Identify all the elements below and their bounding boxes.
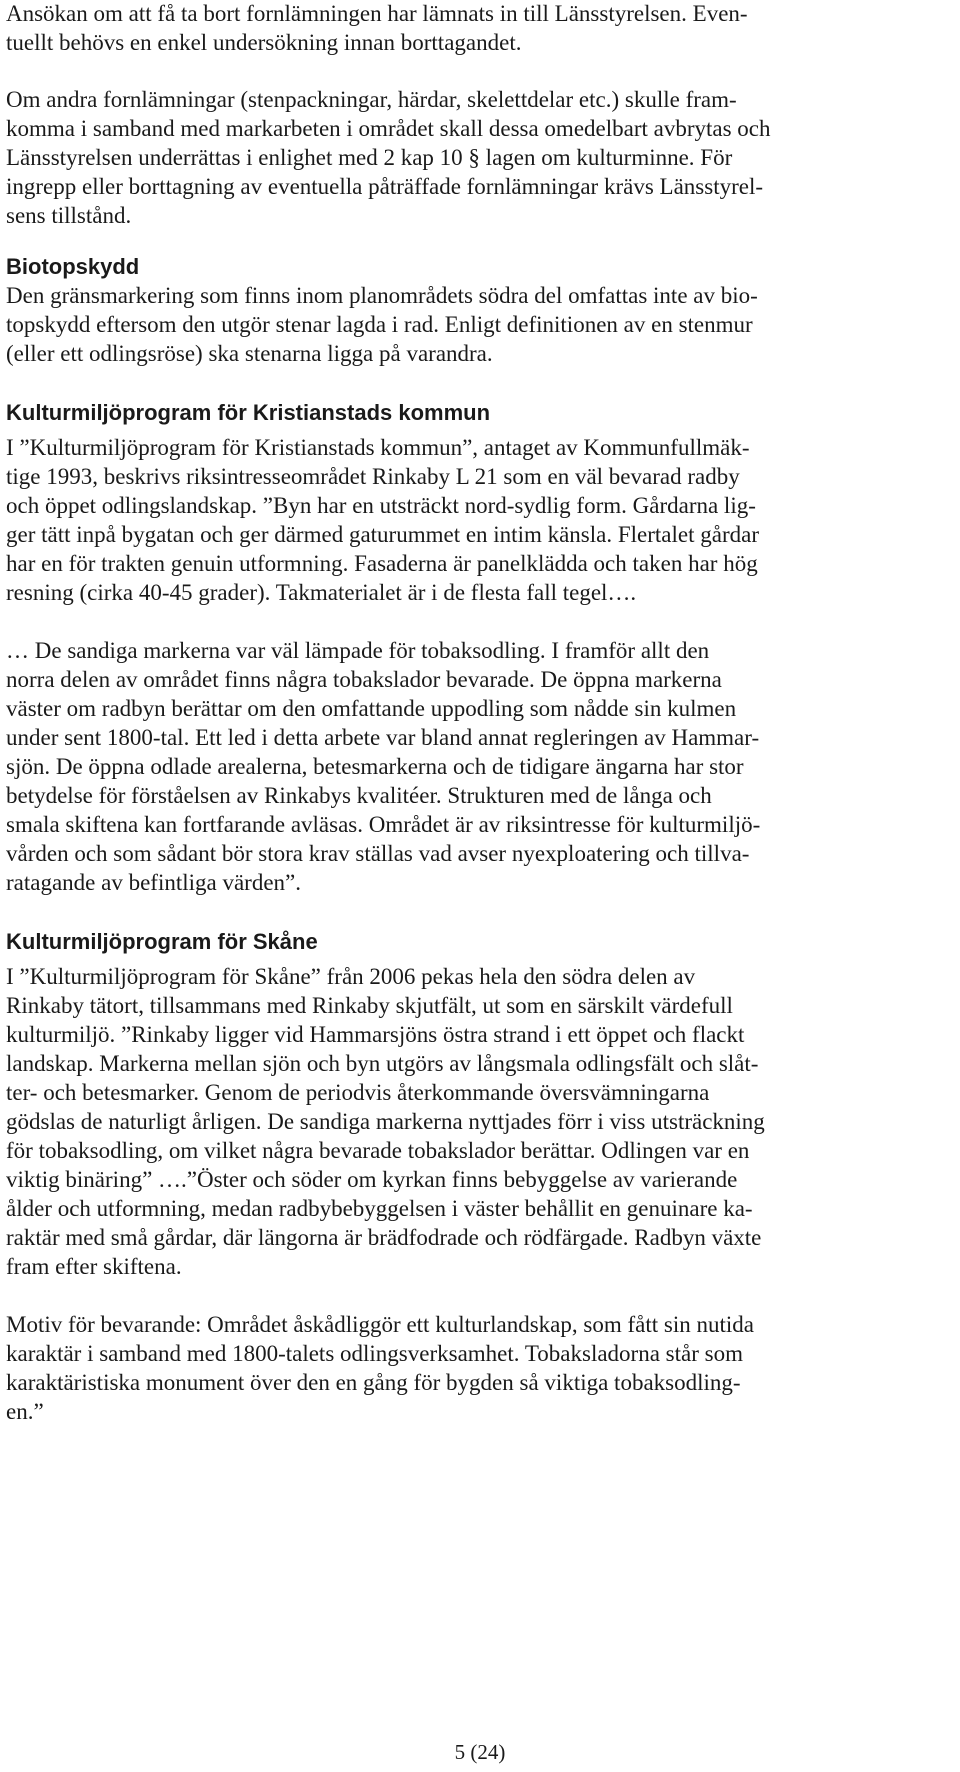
text-line: topskydd eftersom den utgör stenar lagda i rad. Enligt definitionen av en stenmur <box>6 312 753 337</box>
text-line: smala skiftena kan fortfarande avläsas. Området är av riksintresse för kulturmiljö- <box>6 812 761 837</box>
page-number: 5 (24) <box>454 1740 506 1764</box>
text-line: karaktär i samband med 1800-talets odlingsverksamhet. Tobaksladorna står som <box>6 1341 743 1366</box>
text-line: tuellt behövs en enkel undersökning innan borttagandet. <box>6 30 522 55</box>
text-line: komma i samband med markarbeten i området skall dessa omedelbart avbrytas och <box>6 116 771 141</box>
text-line: och öppet odlingslandskap. ”Byn har en utsträckt nord-sydlig form. Gårdarna lig- <box>6 493 756 518</box>
intro-paragraph <box>6 0 954 57</box>
text-line: raktär med små gårdar, där längorna är brädfodrade och rödfärgade. Radbyn växte <box>6 1225 762 1250</box>
text-line: viktig binäring” ….”Öster och söder om kyrkan finns bebyggelse av varierande <box>6 1167 738 1192</box>
text-line: resning (cirka 40-45 grader). Takmaterialet är i de flesta fall tegel…. <box>6 580 637 605</box>
text-line: Ansökan om att få ta bort fornlämningen har lämnats in till Länsstyrelsen. Even- <box>6 1 748 26</box>
text-line: har en för trakten genuin utformning. Fasaderna är panelklädda och taken har hög <box>6 551 758 576</box>
text-line: landskap. Markerna mellan sjön och byn utgörs av långsmala odlingsfält och slåt- <box>6 1051 759 1076</box>
skane-paragraph-1 <box>6 962 954 1281</box>
document-page <box>6 0 954 1426</box>
text-line: betydelse för förståelsen av Rinkabys kvalitéer. Strukturen med de långa och <box>6 783 712 808</box>
text-line: ger tätt inpå bygatan och ger därmed gaturummet en intim känsla. Flertalet gårdar <box>6 522 759 547</box>
text-line: tige 1993, beskrivs riksintresseområdet Rinkaby L 21 som en väl bevarad radby <box>6 464 740 489</box>
text-line: ratagande av befintliga värden”. <box>6 870 302 895</box>
ancient-remains-paragraph <box>6 85 954 230</box>
text-line: sens tillstånd. <box>6 203 132 228</box>
text-line: kulturmiljö. ”Rinkaby ligger vid Hammarsjöns östra strand i ett öppet och flackt <box>6 1022 745 1047</box>
skane-paragraph-2 <box>6 1310 954 1426</box>
text-line: ter- och betesmarker. Genom de periodvis återkommande översvämningarna <box>6 1080 710 1105</box>
text-line: Rinkaby tätort, tillsammans med Rinkaby skjutfält, ut som en särskilt värdefull <box>6 993 733 1018</box>
section-heading: Kulturmiljöprogram för Skåne <box>6 929 318 954</box>
text-line: vården och som sådant bör stora krav ställas vad avser nyexploatering och tillva- <box>6 841 750 866</box>
section-biotopskydd <box>6 252 954 368</box>
text-line: Länsstyrelsen underrättas i enlighet med 2 kap 10 § lagen om kulturminne. För <box>6 145 733 170</box>
text-line: gödslas de naturligt årligen. De sandiga markerna nyttjades förr i viss utsträckning <box>6 1109 765 1134</box>
kristianstad-paragraph-2 <box>6 636 954 897</box>
section-heading: Kulturmiljöprogram för Kristianstads kommun <box>6 400 491 425</box>
text-line: fram efter skiftena. <box>6 1254 182 1279</box>
section-heading: Biotopskydd <box>6 254 140 279</box>
text-line: under sent 1800-tal. Ett led i detta arbete var bland annat regleringen av Hammar- <box>6 725 760 750</box>
text-line: karaktäristiska monument över den en gång för bygden så viktiga tobaksodling- <box>6 1370 741 1395</box>
text-line: väster om radbyn berättar om den omfattande uppodling som nådde sin kulmen <box>6 696 737 721</box>
text-line: sjön. De öppna odlade arealerna, betesmarkerna och de tidigare ängarna har stor <box>6 754 744 779</box>
text-line: för tobaksodling, om vilket några bevarade tobakslador berättar. Odlingen var en <box>6 1138 750 1163</box>
text-line: I ”Kulturmiljöprogram för Kristianstads kommun”, antaget av Kommunfullmäk- <box>6 435 750 460</box>
section-skane <box>6 927 954 1426</box>
text-line: ingrepp eller borttagning av eventuella påträffade fornlämningar krävs Länsstyrel- <box>6 174 764 199</box>
text-line: norra delen av området finns några tobakslador bevarade. De öppna markerna <box>6 667 722 692</box>
text-line: Den gränsmarkering som finns inom planområdets södra del omfattas inte av bio- <box>6 283 758 308</box>
kristianstad-paragraph-1 <box>6 433 954 607</box>
text-line: ålder och utformning, medan radbybebyggelsen i väster behållit en genuinare ka- <box>6 1196 753 1221</box>
text-line: en.” <box>6 1399 44 1424</box>
text-line: Om andra fornlämningar (stenpackningar, härdar, skelettdelar etc.) skulle fram- <box>6 87 737 112</box>
text-line: … De sandiga markerna var väl lämpade för tobaksodling. I framför allt den <box>6 638 710 663</box>
text-line: I ”Kulturmiljöprogram för Skåne” från 2006 pekas hela den södra delen av <box>6 964 696 989</box>
section-kristianstad <box>6 398 954 897</box>
text-line: Motiv för bevarande: Området åskådliggör ett kulturlandskap, som fått sin nutida <box>6 1312 754 1337</box>
text-line: (eller ett odlingsröse) ska stenarna ligga på varandra. <box>6 341 493 366</box>
